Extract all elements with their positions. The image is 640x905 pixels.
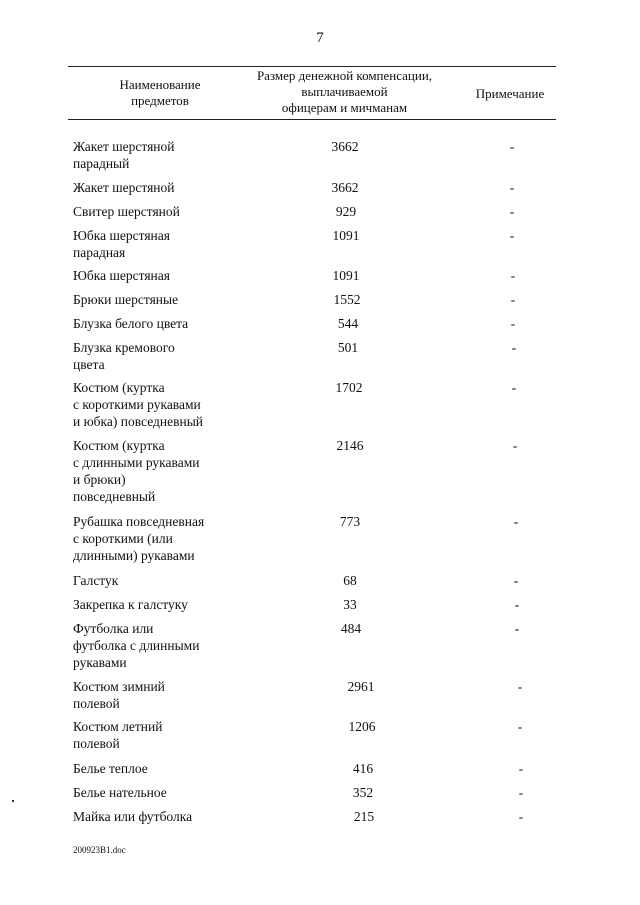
note-value: - [509,180,515,195]
compensation-amount: 501 [337,340,359,355]
item-name: Футболка или футболка с длинными рукавами [73,621,200,670]
note-value: - [511,340,517,355]
compensation-amount: 1091 [332,268,360,283]
compensation-amount: 3662 [331,180,359,195]
note-value: - [514,597,520,612]
note-value: - [518,785,524,800]
compensation-amount: 352 [352,785,374,800]
note-value: - [513,573,519,588]
note-value: - [510,292,516,307]
note-value: - [510,268,516,283]
compensation-amount: 544 [337,316,359,331]
note-value: - [509,228,515,243]
compensation-amount: 1206 [348,719,376,734]
note-value: - [514,621,520,636]
item-name: Костюм летний полевой [73,719,163,751]
note-value: - [518,761,524,776]
item-name: Закрепка к галстуку [73,597,188,612]
table-header-rule [68,119,556,120]
header-col-name: Наименование предметов [119,77,201,108]
note-value: - [513,514,519,529]
compensation-amount: 484 [340,621,362,636]
item-name: Рубашка повседневная с короткими (или длинными) рукавами [73,514,205,563]
item-name: Жакет шерстяной [73,180,175,195]
item-name: Майка или футболка [73,809,193,824]
compensation-amount: 2961 [347,679,375,694]
item-name: Свитер шерстяной [73,204,180,219]
compensation-amount: 929 [335,204,357,219]
compensation-amount: 1552 [333,292,361,307]
item-name: Брюки шерстяные [73,292,179,307]
compensation-amount: 3662 [331,139,359,154]
note-value: - [509,139,515,154]
item-name: Белье теплое [73,761,148,776]
compensation-amount: 33 [343,597,357,612]
item-name: Галстук [73,573,119,588]
item-name: Блузка кремового цвета [73,340,175,372]
item-name: Юбка шерстяная [73,268,170,283]
item-name: Белье нательное [73,785,167,800]
note-value: - [509,204,515,219]
note-value: - [510,316,516,331]
scan-speck [12,800,14,802]
compensation-amount: 416 [352,761,374,776]
item-name: Костюм зимний полевой [73,679,165,711]
note-value: - [518,809,524,824]
note-value: - [511,380,517,395]
item-name: Жакет шерстяной парадный [73,139,175,171]
compensation-amount: 2146 [336,438,364,453]
compensation-amount: 215 [353,809,375,824]
item-name: Юбка шерстяная парадная [73,228,170,260]
note-value: - [517,719,523,734]
item-name: Костюм (куртка с короткими рукавами и юбка) повседневный [73,380,203,429]
item-name: Блузка белого цвета [73,316,189,331]
compensation-amount: 773 [339,514,361,529]
note-value: - [517,679,523,694]
page-number: 7 [316,30,324,46]
item-name: Костюм (куртка с длинными рукавами и брюки) повседневный [73,438,200,504]
header-col-amount: Размер денежной компенсации, выплачиваемой офицерам и мичманам [256,68,433,115]
table-top-rule [68,66,556,67]
compensation-amount: 68 [343,573,357,588]
compensation-amount: 1091 [332,228,360,243]
note-value: - [512,438,518,453]
header-col-note: Примечание [475,86,545,101]
compensation-amount: 1702 [335,380,363,395]
file-name-footer: 200923B1.doc [73,845,126,855]
